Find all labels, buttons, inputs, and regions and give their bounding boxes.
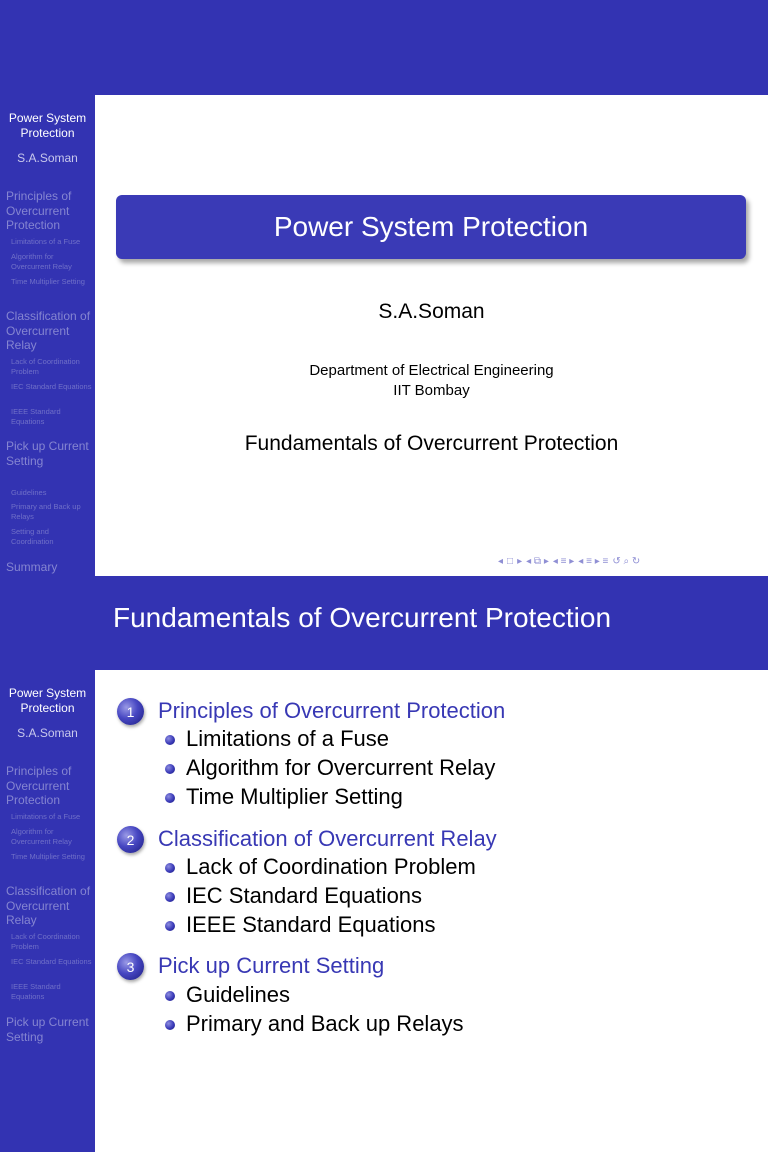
- header-bar: [0, 576, 768, 670]
- toc-section-1[interactable]: Principles of Overcurrent Protection: [158, 698, 506, 723]
- toc-sub-2-1[interactable]: Lack of Coordination Problem: [186, 854, 476, 879]
- toc-sub-1-3[interactable]: Time Multiplier Setting: [186, 784, 403, 809]
- bullet-icon: [165, 892, 175, 902]
- sidebar-section-pickup[interactable]: Pick up Current Setting: [6, 1015, 89, 1044]
- sidebar-sub-setting[interactable]: Setting and Coordination: [11, 527, 54, 546]
- bullet-icon: [165, 764, 175, 774]
- toc-sub-1-1[interactable]: Limitations of a Fuse: [186, 726, 389, 751]
- sidebar-sub-tms[interactable]: Time Multiplier Setting: [11, 277, 85, 286]
- sidebar-section-classification[interactable]: Classification of Overcurrent Relay: [6, 309, 91, 352]
- sidebar-sub-guidelines[interactable]: Guidelines: [11, 488, 47, 497]
- toc-number-1: 1: [117, 698, 144, 725]
- sidebar-sub-ieee[interactable]: IEEE Standard Equations: [11, 982, 61, 1001]
- sidebar-sub-iec[interactable]: IEC Standard Equations: [11, 382, 92, 391]
- frame-title: Fundamentals of Overcurrent Protection: [113, 602, 612, 633]
- sidebar-sub-coordination[interactable]: Lack of Coordination Problem: [11, 357, 80, 376]
- header-bar: [0, 0, 768, 95]
- toc-section-3[interactable]: Pick up Current Setting: [158, 953, 385, 978]
- toc-number-3: 3: [117, 953, 144, 980]
- sidebar-sub-coordination[interactable]: Lack of Coordination Problem: [11, 932, 80, 951]
- bullet-icon: [165, 921, 175, 931]
- institute: IIT Bombay: [393, 382, 470, 399]
- toc-sub-3-2[interactable]: Primary and Back up Relays: [186, 1011, 464, 1036]
- sidebar-sub-iec[interactable]: IEC Standard Equations: [11, 957, 92, 966]
- sidebar-author[interactable]: S.A.Soman: [17, 726, 78, 740]
- title-box: Power System Protection: [116, 195, 746, 259]
- sidebar: [0, 95, 95, 576]
- nav-section-icon[interactable]: ◂ ≡ ▸: [552, 556, 575, 567]
- sidebar-sub-limitations[interactable]: Limitations of a Fuse: [11, 237, 81, 246]
- toc-number-2: 2: [117, 826, 144, 853]
- nav-search-icon[interactable]: ↺ ⌕ ↻: [612, 556, 641, 567]
- sidebar-section-principles[interactable]: Principles of Overcurrent Protection: [6, 764, 72, 807]
- toc-sub-2-3[interactable]: IEEE Standard Equations: [186, 912, 436, 937]
- sidebar-sub-limitations[interactable]: Limitations of a Fuse: [11, 812, 81, 821]
- sidebar-section-principles[interactable]: Principles of Overcurrent Protection: [6, 189, 72, 232]
- author-name: S.A.Soman: [378, 300, 485, 323]
- nav-right-icon[interactable]: ▸: [517, 556, 523, 567]
- toc-sub-2-2[interactable]: IEC Standard Equations: [186, 883, 423, 908]
- nav-align-icon[interactable]: ◂ ≡ ▸ ≡: [578, 556, 609, 567]
- sidebar-author[interactable]: S.A.Soman: [17, 151, 78, 165]
- sidebar-sub-tms[interactable]: Time Multiplier Setting: [11, 852, 85, 861]
- nav-subsection-icon[interactable]: ◂ ⧉ ▸: [526, 556, 549, 567]
- sidebar-title[interactable]: Power System Protection: [8, 686, 87, 715]
- navigation-bar: [498, 556, 640, 567]
- toc-section-2[interactable]: Classification of Overcurrent Relay: [158, 826, 497, 851]
- bullet-icon: [165, 991, 175, 1001]
- outline-slide: [0, 576, 768, 1152]
- toc-sub-1-2[interactable]: Algorithm for Overcurrent Relay: [186, 755, 496, 780]
- nav-left-icon[interactable]: ◂: [498, 556, 504, 567]
- toc-sub-3-1[interactable]: Guidelines: [186, 982, 290, 1007]
- sidebar-sub-primary-backup[interactable]: Primary and Back up Relays: [11, 502, 81, 521]
- sidebar-sub-algorithm[interactable]: Algorithm for Overcurrent Relay: [11, 252, 72, 271]
- sidebar-section-pickup[interactable]: Pick up Current Setting: [6, 439, 89, 468]
- presentation-subtitle: Fundamentals of Overcurrent Protection: [244, 432, 619, 455]
- sidebar-section-summary[interactable]: Summary: [6, 560, 58, 574]
- bullet-icon: [165, 793, 175, 803]
- nav-frame-icon[interactable]: □: [507, 556, 514, 567]
- sidebar-section-classification[interactable]: Classification of Overcurrent Relay: [6, 884, 91, 927]
- sidebar-title[interactable]: Power System Protection: [8, 111, 87, 140]
- bullet-icon: [165, 735, 175, 745]
- sidebar-sub-ieee[interactable]: IEEE Standard Equations: [11, 407, 61, 426]
- sidebar-sub-algorithm[interactable]: Algorithm for Overcurrent Relay: [11, 827, 72, 846]
- department: Department of Electrical Engineering: [309, 362, 554, 379]
- sidebar: [0, 670, 95, 1152]
- bullet-icon: [165, 1020, 175, 1030]
- bullet-icon: [165, 863, 175, 873]
